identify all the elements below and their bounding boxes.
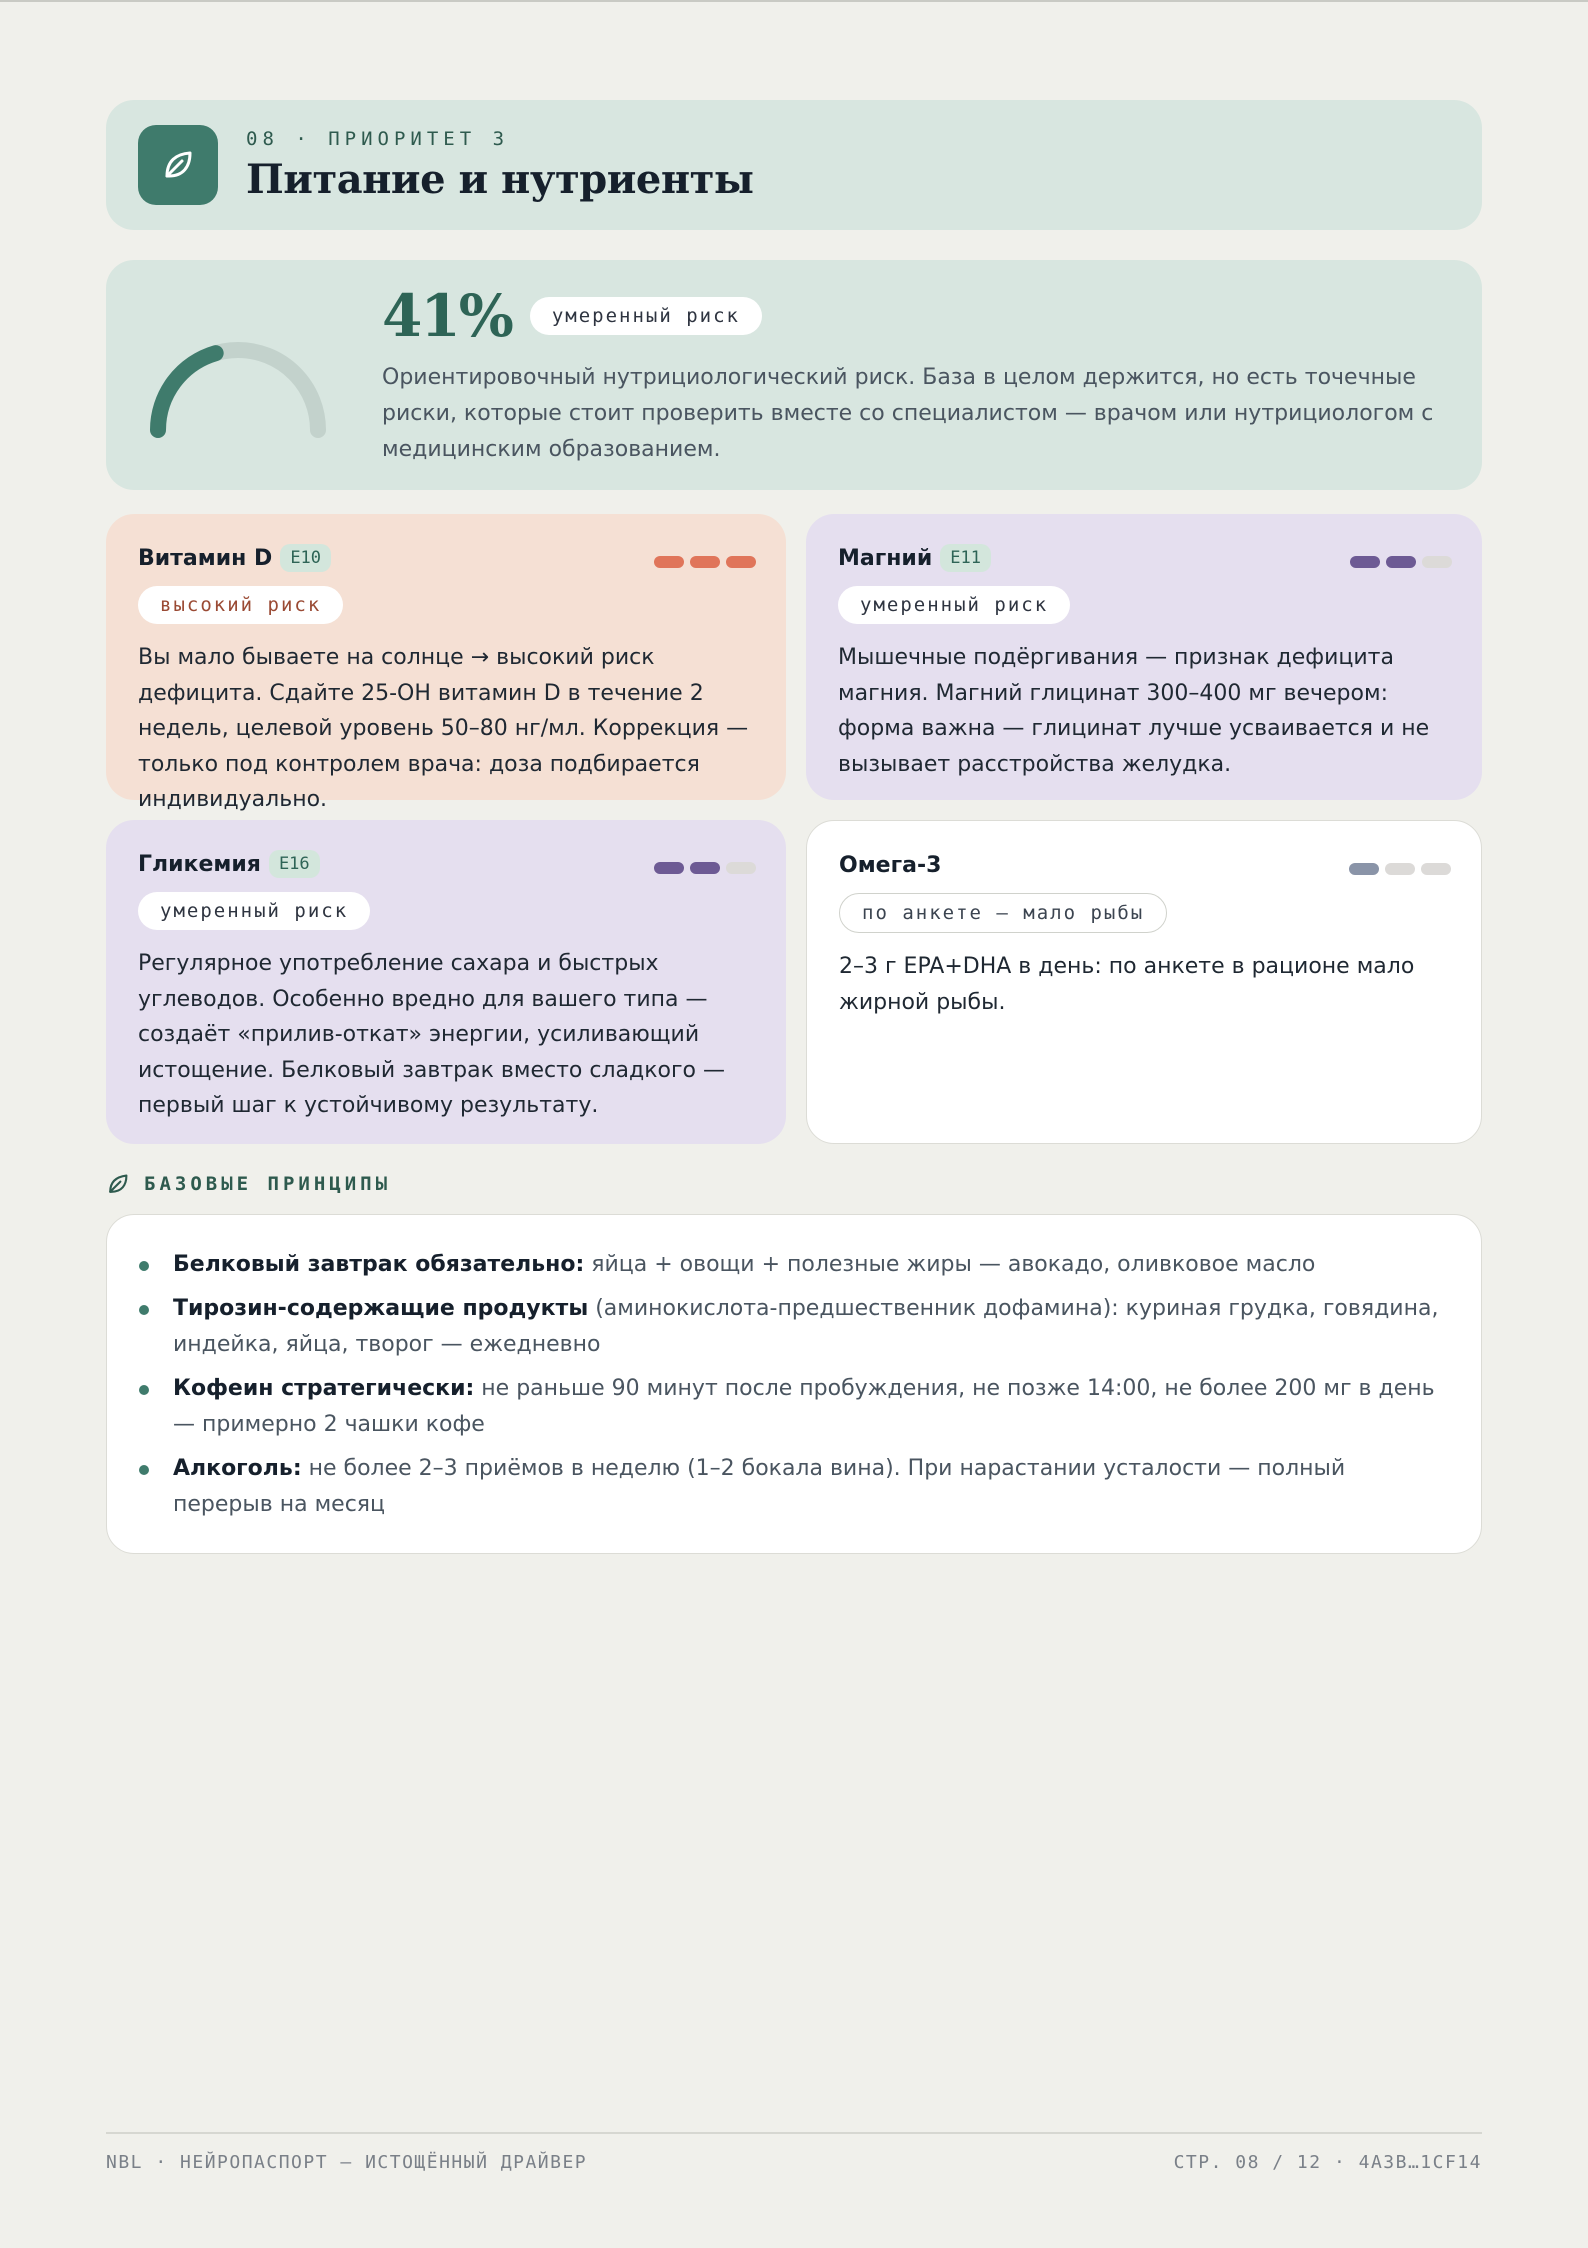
nutrient-text: Регулярное употребление сахара и быстрых углеводов. Особенно вредно для вашего типа — создаёт «прилив-откат» энергии, усиливающий истощение. Белковый завтрак вместо сладкого — первый шаг к устойчивому результату. <box>138 951 725 1118</box>
nutrient-name: Витамин D <box>138 545 273 571</box>
nutrient-text: Мышечные подёргивания — признак дефицита магния. Магний глицинат 300–400 мг вечером: форма важна — глицинат лучше усваивается и не вызывает расстройства желудка. <box>838 645 1430 777</box>
principle-title: Белковый завтрак обязательно: <box>173 1252 585 1277</box>
page <box>106 100 1482 1554</box>
principle-text: не раньше 90 минут после пробуждения, не позже 14:00, не более 200 мг в день — примерно 2 чашки кофе <box>173 1376 1435 1437</box>
risk-level-dot-filled <box>1386 556 1416 568</box>
risk-percent: 41% <box>382 282 512 350</box>
principle-text: яйца + овощи + полезные жиры — авокадо, оливковое масло <box>584 1252 1316 1277</box>
bullet <box>139 1261 149 1271</box>
nutrient-name: Магний <box>838 545 933 571</box>
nutrient-cards <box>106 514 1482 1144</box>
principles-list <box>106 1214 1482 1554</box>
risk-level-dot-filled <box>654 556 684 568</box>
risk-level-dot-filled <box>690 862 720 874</box>
bullet <box>139 1465 149 1475</box>
principle-text: (аминокислота-предшественник дофамина): куриная грудка, говядина, индейка, яйца, творог — ежедневно <box>173 1296 1439 1357</box>
risk-level-indicator <box>654 556 756 568</box>
risk-badge: высокий риск <box>138 586 343 624</box>
nutrient-text: Вы мало бываете на солнце → высокий риск дефицита. Сдайте 25-OH витамин D в течение 2 недель, целевой уровень 50–80 нг/мл. Коррекция — только под контролем врача: доза подбирается индивидуально. <box>138 645 749 812</box>
footer-page-number: СТР. 08 / 12 · 4A3B…1CF14 <box>1173 2152 1482 2173</box>
page-title: Питание и нутриенты <box>246 155 754 203</box>
section-header <box>106 100 1482 230</box>
principle-text: не более 2–3 приёмов в неделю (1–2 бокала вина). При нарастании усталости — полный перерыв на месяц <box>173 1456 1346 1517</box>
risk-level-dot-empty <box>1421 863 1451 875</box>
risk-score-card <box>106 260 1482 490</box>
risk-level-dot-filled <box>1349 863 1379 875</box>
risk-badge: умеренный риск <box>838 586 1070 624</box>
page-footer <box>106 2132 1482 2173</box>
list-item <box>139 1247 1449 1283</box>
footer-document-name: NBL · НЕЙРОПАСПОРТ — ИСТОЩЁННЫЙ ДРАЙВЕР <box>106 2152 588 2173</box>
risk-gauge-fill <box>158 353 216 430</box>
list-item <box>139 1291 1449 1363</box>
risk-level-dot-filled <box>1350 556 1380 568</box>
leaf-icon <box>138 125 218 205</box>
nutrient-name: Гликемия <box>138 851 261 877</box>
bullet <box>139 1305 149 1315</box>
list-item <box>139 1451 1449 1523</box>
risk-level-dot-filled <box>726 556 756 568</box>
leaf-icon <box>106 1172 130 1196</box>
nutrient-card-magnesium <box>806 514 1482 800</box>
risk-level-indicator <box>1349 863 1451 875</box>
risk-level-indicator <box>1350 556 1452 568</box>
risk-gauge <box>138 320 338 450</box>
list-item <box>139 1371 1449 1443</box>
principle-title: Кофеин стратегически: <box>173 1376 475 1401</box>
nutrient-text: 2–3 г EPA+DHA в день: по анкете в рационе мало жирной рыбы. <box>839 954 1415 1015</box>
principles-label <box>106 1172 1482 1196</box>
risk-level-dot-empty <box>726 862 756 874</box>
nutrient-code: E16 <box>269 850 320 878</box>
nutrient-card-vitamin-d <box>106 514 786 812</box>
risk-level-dot-empty <box>1422 556 1452 568</box>
nutrient-code: E11 <box>940 544 991 572</box>
nutrient-code: E10 <box>280 544 331 572</box>
risk-description: Ориентировочный нутрициологический риск. База в целом держится, но есть точечные риски, которые стоит проверить вместе со специалистом — врачом или нутрициологом с медицинским образованием. <box>382 365 1434 462</box>
risk-badge: умеренный риск <box>138 892 370 930</box>
nutrient-name: Омега-3 <box>839 852 942 878</box>
nutrient-card-omega-3 <box>806 820 1482 1144</box>
risk-level-dot-empty <box>1385 863 1415 875</box>
principles-heading: БАЗОВЫЕ ПРИНЦИПЫ <box>144 1173 392 1195</box>
risk-badge: умеренный риск <box>530 297 762 335</box>
risk-level-dot-filled <box>654 862 684 874</box>
risk-badge: по анкете — мало рыбы <box>839 893 1167 933</box>
principle-title: Тирозин-содержащие продукты <box>173 1296 589 1321</box>
bullet <box>139 1385 149 1395</box>
principle-title: Алкоголь: <box>173 1456 302 1481</box>
section-eyebrow: 08 · ПРИОРИТЕТ 3 <box>246 127 510 150</box>
nutrient-card-glycemia <box>106 820 786 1144</box>
risk-level-dot-filled <box>690 556 720 568</box>
risk-level-indicator <box>654 862 756 874</box>
